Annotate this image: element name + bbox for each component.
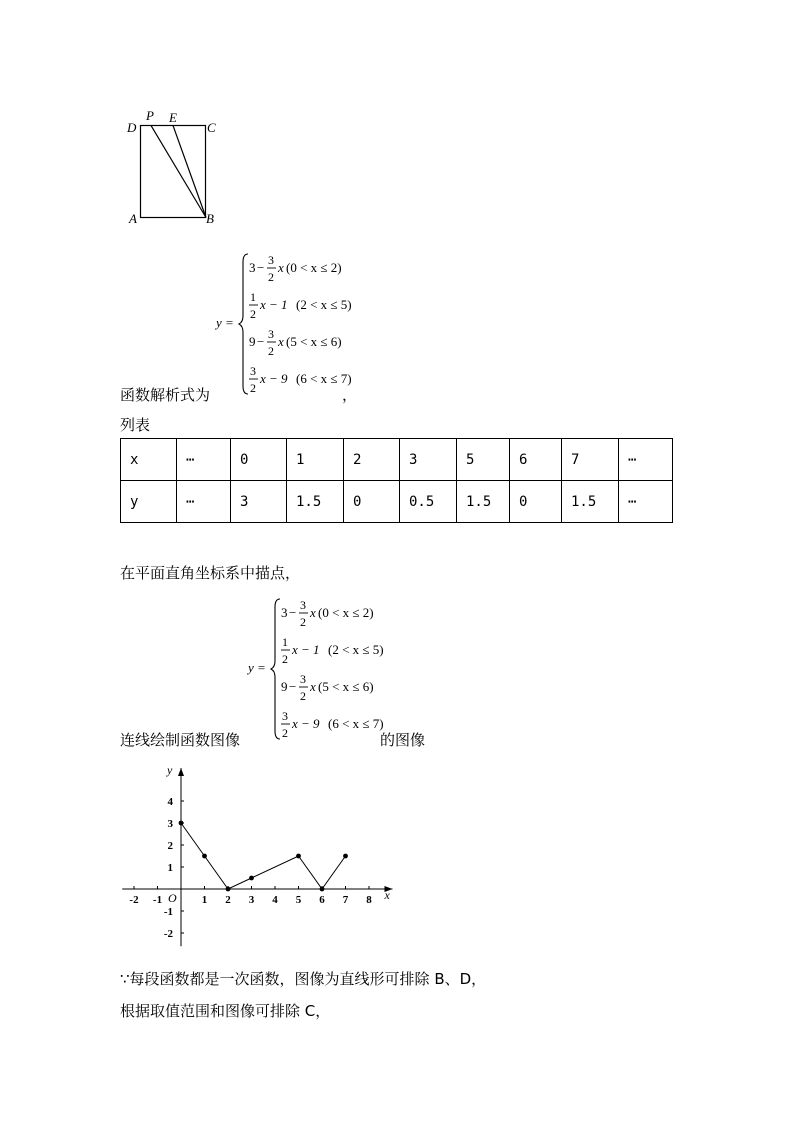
label-b: B [206,211,214,226]
case-denominator: 2 [300,689,306,703]
y-tick-label: 1 [167,862,173,874]
case-denominator: 2 [268,270,274,284]
case-condition: (2 < x ≤ 5) [296,297,352,312]
table-cell: 5 [457,439,510,481]
case-numerator: 3 [282,709,288,723]
case-condition: (2 < x ≤ 5) [328,642,384,657]
label-a: A [129,211,137,226]
y-tick-label: 3 [167,818,173,830]
x-tick-label: 3 [248,894,255,906]
data-point [249,876,254,881]
formula-case [281,672,374,703]
table-cell: 3 [400,439,457,481]
case-constant: 3 [249,260,256,275]
case-numerator: 3 [268,327,274,341]
y-tick-label: -1 [163,906,173,918]
formula-lhs: y = [248,660,266,675]
table-cell: 1.5 [562,481,619,523]
x-tick-label: 4 [272,894,278,906]
table-row-y [121,481,673,523]
case-constant: 9 [281,679,288,694]
analytic-suffix-text: ， [342,386,358,404]
case-variable: x [278,260,284,275]
conclusion-text-2: 根据取值范围和图像可排除 C， [120,1002,331,1020]
formula-case [281,635,384,666]
table-cell: 0 [344,481,400,523]
y-tick-label: 2 [167,840,173,852]
table-cell: 1.5 [287,481,344,523]
case-variable: x − 9 [260,371,288,386]
table-cell: ⋯ [619,439,673,481]
case-operator: − [257,260,265,275]
formula-case [281,598,374,629]
case-variable: x [310,605,316,620]
case-constant: 3 [281,605,288,620]
table-cell: 0 [510,481,562,523]
case-operator: − [289,679,297,694]
x-tick-label: 7 [342,894,349,906]
formula-case [249,327,342,358]
y-axis-arrow [178,768,184,776]
data-point [226,887,231,892]
table-cell: 3 [231,481,287,523]
connect-suffix-text: 的图像 [380,731,426,749]
table-cell: y [121,481,177,523]
piecewise-formula-2 [246,595,396,745]
value-table [120,438,673,523]
table-cell: 0.5 [400,481,457,523]
data-point [320,887,325,892]
label-d: D [127,120,137,135]
table-cell: 2 [344,439,400,481]
data-point [179,821,184,826]
x-tick-label: -1 [152,894,163,906]
table-cell: 1.5 [457,481,510,523]
case-denominator: 2 [268,344,274,358]
case-condition: (6 < x ≤ 7) [328,716,384,731]
case-denominator: 2 [250,381,256,395]
case-condition: (5 < x ≤ 6) [286,334,342,349]
case-operator: − [257,334,265,349]
table-cell: ⋯ [619,481,673,523]
x-tick-label: 2 [225,894,231,906]
case-condition: (0 < x ≤ 2) [286,260,342,275]
case-numerator: 3 [250,364,256,378]
case-condition: (5 < x ≤ 6) [318,679,374,694]
table-cell: 1 [287,439,344,481]
function-graph [115,757,405,957]
case-variable: x − 1 [292,642,320,657]
case-denominator: 2 [282,652,288,666]
origin-label: O [168,891,177,905]
table-heading: 列表 [120,416,151,434]
case-constant: 9 [249,334,256,349]
table-cell: ⋯ [177,481,231,523]
case-denominator: 2 [300,615,306,629]
formula-case [249,253,342,284]
connect-prefix-text: 连线绘制函数图像 [120,731,241,749]
label-p: P [146,108,154,123]
case-denominator: 2 [250,307,256,321]
case-operator: − [289,605,297,620]
table-row-x [121,439,673,481]
plot-points-text: 在平面直角坐标系中描点， [120,564,301,582]
rectangle-abcd [141,126,206,218]
table-cell: ⋯ [177,439,231,481]
piecewise-formula-1 [214,250,364,400]
case-numerator: 1 [250,290,256,304]
case-variable: x − 9 [292,716,320,731]
y-tick-label: -2 [163,928,173,940]
formula-case [249,364,352,395]
case-variable: x [310,679,316,694]
conclusion-text-1: ∵每段函数都是一次函数，图像为直线形可排除 B、D， [120,970,487,988]
formula-case [281,709,384,740]
x-tick-label: -2 [129,894,139,906]
case-numerator: 3 [268,253,274,267]
x-tick-label: 6 [319,894,325,906]
y-axis-label: y [167,763,173,777]
table-cell: x [121,439,177,481]
case-numerator: 1 [282,635,288,649]
y-tick-label: 4 [167,796,173,808]
table-cell: 7 [562,439,619,481]
analytic-prefix-text: 函数解析式为 [120,386,211,404]
x-tick-label: 5 [295,894,302,906]
case-variable: x − 1 [260,297,288,312]
table-cell: 0 [231,439,287,481]
formula-lhs: y = [216,315,234,330]
x-axis-label: x [384,888,390,902]
brace [271,599,280,739]
formula-case [249,290,352,321]
case-denominator: 2 [282,726,288,740]
case-condition: (6 < x ≤ 7) [296,371,352,386]
data-point [202,854,207,859]
table-cell: 6 [510,439,562,481]
case-variable: x [278,334,284,349]
x-tick-label: 1 [201,894,208,906]
x-tick-label: 8 [366,894,372,906]
label-c: C [207,120,216,135]
data-point [343,854,348,859]
case-numerator: 3 [300,672,306,686]
rectangle-figure [120,102,230,232]
case-condition: (0 < x ≤ 2) [318,605,374,620]
label-e: E [169,110,177,125]
data-point [296,854,301,859]
brace [239,254,248,394]
case-numerator: 3 [300,598,306,612]
